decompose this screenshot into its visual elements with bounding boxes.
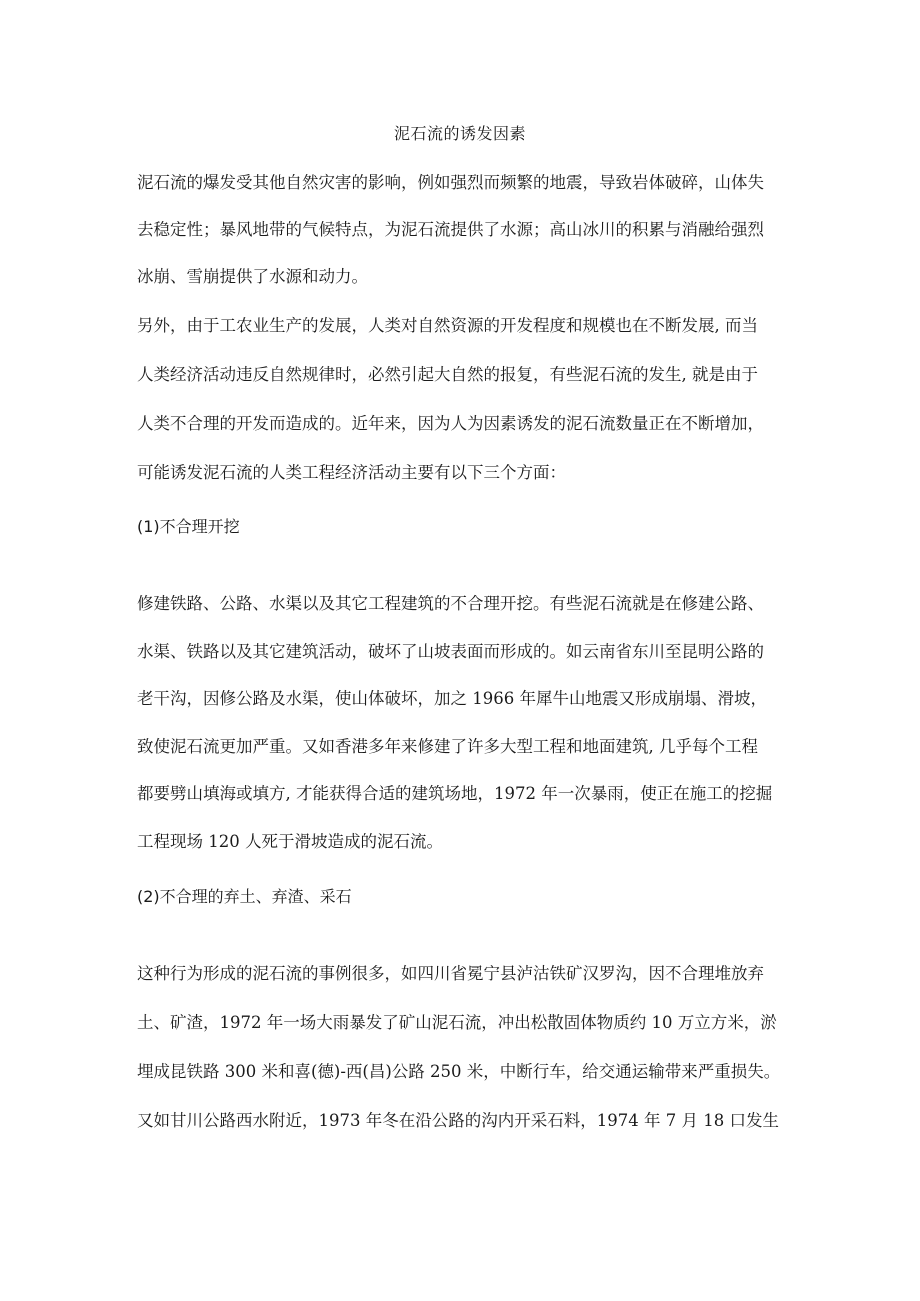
section-heading-1: (1)不合理开挖 — [137, 517, 240, 536]
text-line: 另外，由于工农业生产的发展，人类对自然资源的开发程度和规模也在不断发展, 而当 — [137, 316, 758, 335]
text-line: 又如甘川公路西水附近，1973 年冬在沿公路的沟内开采石料，1974 年 7 月 18 口发生 — [137, 1111, 779, 1130]
text-line: 致使泥石流更加严重。又如香港多年来修建了许多大型工程和地面建筑, 几乎每个工程 — [137, 737, 758, 756]
text-line: 可能诱发泥石流的人类工程经济活动主要有以下三个方面： — [137, 463, 566, 482]
text-line: 老干沟，因修公路及水渠，使山体破坏，加之 1966 年犀牛山地震又形成崩塌、滑坡， — [137, 689, 767, 708]
text-line: 去稳定性；暴风地带的气候特点，为泥石流提供了水源；高山冰川的积累与消融给强烈 — [137, 220, 764, 239]
text-line: 都要劈山填海或填方, 才能获得合适的建筑场地，1972 年一次暴雨，使正在施工的挖掘 — [137, 784, 773, 803]
text-line: 泥石流的爆发受其他自然灾害的影响，例如强烈而频繁的地震，导致岩体破碎，山体失 — [137, 173, 764, 192]
text-line: 埋成昆铁路 300 米和喜(德)-西(昌)公路 250 米，中断行车，给交通运输带来严重损失。 — [137, 1062, 781, 1081]
text-line: 冰崩、雪崩提供了水源和动力。 — [137, 267, 368, 286]
text-line: 人类经济活动违反自然规律时，必然引起大自然的报复，有些泥石流的发生, 就是由于 — [137, 365, 758, 384]
text-line: 人类不合理的开发而造成的。近年来，因为人为因素诱发的泥石流数量正在不断增加， — [137, 414, 764, 433]
text-line: 水渠、铁路以及其它建筑活动，破坏了山坡表面而形成的。如云南省东川至昆明公路的 — [137, 642, 764, 661]
document-title: 泥石流的诱发因素 — [393, 124, 526, 143]
text-line: 修建铁路、公路、水渠以及其它工程建筑的不合理开挖。有些泥石流就是在修建公路、 — [137, 594, 764, 613]
section-heading-2: (2)不合理的弃土、弃渣、采石 — [137, 887, 352, 906]
text-line: 这种行为形成的泥石流的事例很多，如四川省冕宁县泸沽铁矿汉罗沟，因不合理堆放弃 — [137, 964, 764, 983]
text-line: 工程现场 120 人死于滑坡造成的泥石流。 — [137, 832, 443, 851]
text-line: 土、矿渣，1972 年一场大雨暴发了矿山泥石流，冲出松散固体物质约 10 万立方米，淤 — [137, 1013, 777, 1032]
